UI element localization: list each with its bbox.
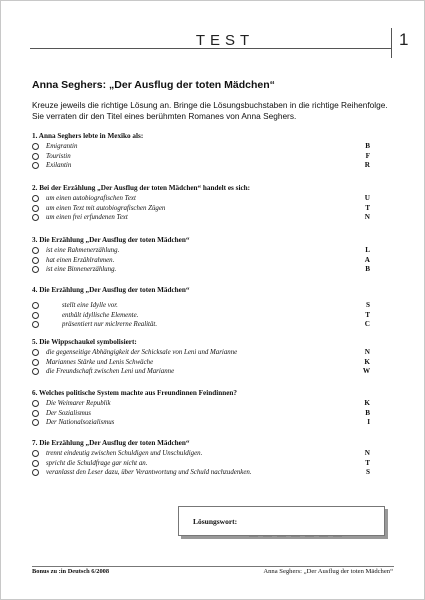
option-letter: B bbox=[365, 408, 370, 417]
option-letter: T bbox=[365, 310, 370, 319]
option-letter: N bbox=[364, 449, 370, 457]
option-letter: L bbox=[365, 246, 370, 254]
option-letter: R bbox=[364, 161, 370, 170]
answer-option[interactable] bbox=[32, 399, 370, 409]
letter-blank[interactable] bbox=[263, 536, 272, 537]
option-text: Emigrantin bbox=[46, 143, 78, 150]
page-header-title: TEST bbox=[195, 32, 255, 49]
question-6 bbox=[32, 388, 370, 428]
answer-option[interactable] bbox=[32, 320, 370, 330]
solution-word-label: Lösungswort: bbox=[193, 517, 238, 526]
solution-word-input[interactable] bbox=[249, 524, 347, 542]
radio-circle-icon[interactable] bbox=[32, 410, 39, 417]
question-title: 1. Anna Seghers lebte in Mexiko als: bbox=[32, 132, 144, 140]
answer-option[interactable] bbox=[32, 449, 370, 459]
question-7 bbox=[32, 438, 370, 478]
instruction-line: Kreuze jeweils die richtige Lösung an. Bringe die Lösungsbuchstaben in die richtige Reihenfolge. bbox=[32, 100, 388, 110]
question-3 bbox=[32, 235, 370, 275]
option-text: ist eine Rahmenerzählung. bbox=[46, 247, 120, 254]
option-letter: K bbox=[364, 399, 370, 407]
question-5 bbox=[32, 337, 370, 377]
option-text: präsentiert nur miclrerne Realität. bbox=[62, 321, 158, 329]
option-text: trennt eindeutig zwischen Schuldigen und Unschuldigen. bbox=[46, 450, 203, 457]
answer-option[interactable] bbox=[32, 358, 370, 368]
answer-option[interactable] bbox=[32, 204, 370, 214]
radio-circle-icon[interactable] bbox=[32, 302, 39, 309]
letter-blank[interactable] bbox=[291, 536, 300, 537]
question-4 bbox=[32, 285, 370, 330]
radio-circle-icon[interactable] bbox=[32, 321, 39, 328]
answer-option[interactable] bbox=[32, 301, 370, 311]
answer-option[interactable] bbox=[32, 459, 370, 469]
answer-option[interactable] bbox=[32, 409, 370, 419]
option-letter: N bbox=[364, 348, 370, 356]
letter-blank[interactable] bbox=[249, 536, 258, 537]
answer-option[interactable] bbox=[32, 152, 370, 162]
radio-circle-icon[interactable] bbox=[32, 450, 39, 457]
answer-option[interactable] bbox=[32, 246, 370, 256]
option-text: um einen Text mit autobiografischen Zügen bbox=[46, 204, 166, 212]
option-letter: C bbox=[364, 320, 370, 329]
page-number: 1 bbox=[399, 30, 409, 49]
instructions bbox=[32, 100, 402, 122]
option-letter: K bbox=[364, 357, 370, 366]
answer-option[interactable] bbox=[32, 142, 370, 152]
answer-option[interactable] bbox=[32, 256, 370, 266]
footer-source: Bonus zu :in Deutsch 6/2008 bbox=[32, 568, 110, 575]
radio-circle-icon[interactable] bbox=[32, 359, 39, 366]
option-text: stellt eine Idylle vor. bbox=[62, 302, 118, 309]
radio-circle-icon[interactable] bbox=[32, 195, 39, 202]
option-text: Die Weimarer Republik bbox=[46, 400, 111, 407]
radio-circle-icon[interactable] bbox=[32, 460, 39, 467]
option-letter: T bbox=[365, 203, 370, 212]
option-text: um einen autobiografischen Text bbox=[46, 195, 136, 202]
radio-circle-icon[interactable] bbox=[32, 469, 39, 476]
option-letter: B bbox=[365, 265, 370, 274]
option-letter: A bbox=[364, 255, 370, 264]
answer-option[interactable] bbox=[32, 161, 370, 171]
question-title: 7. Die Erzählung „Der Ausflug der toten Mädchen“ bbox=[32, 439, 190, 447]
option-letter: W bbox=[362, 367, 370, 376]
radio-circle-icon[interactable] bbox=[32, 257, 39, 264]
option-letter: S bbox=[366, 301, 370, 309]
solution-word-box bbox=[178, 506, 385, 536]
answer-option[interactable] bbox=[32, 311, 370, 321]
answer-option[interactable] bbox=[32, 348, 370, 358]
option-text: hat einen Erzählrahmen. bbox=[46, 256, 115, 264]
answer-option[interactable] bbox=[32, 213, 370, 223]
option-text: Der Sozialismus bbox=[46, 409, 91, 417]
footer-title: Anna Seghers: „Der Ausflug der toten Mädchen“ bbox=[263, 568, 393, 575]
option-letter: U bbox=[364, 194, 370, 202]
option-text: enthält idyllische Elemente. bbox=[62, 311, 139, 319]
radio-circle-icon[interactable] bbox=[32, 419, 39, 426]
radio-circle-icon[interactable] bbox=[32, 205, 39, 212]
option-text: Mariannes Stärke und Lenis Schwäche bbox=[46, 358, 154, 366]
option-letter: T bbox=[365, 458, 370, 467]
option-text: um einen frei erfundenen Text bbox=[46, 214, 128, 222]
radio-circle-icon[interactable] bbox=[32, 153, 39, 160]
question-title: 4. Die Erzählung „Der Ausflug der toten Mädchen“ bbox=[32, 286, 190, 294]
document-title: Anna Seghers: „Der Ausflug der toten Mädchen“ bbox=[32, 79, 275, 91]
option-text: Touristin bbox=[46, 152, 71, 160]
answer-option[interactable] bbox=[32, 265, 370, 275]
radio-circle-icon[interactable] bbox=[32, 312, 39, 319]
answer-option[interactable] bbox=[32, 418, 370, 428]
option-letter: B bbox=[365, 142, 370, 150]
radio-circle-icon[interactable] bbox=[32, 368, 39, 375]
radio-circle-icon[interactable] bbox=[32, 162, 39, 169]
question-title: 3. Die Erzählung „Der Ausflug der toten Mädchen“ bbox=[32, 236, 190, 244]
question-title: 6. Welches politische System machte aus Freundinnen Feindinnen? bbox=[32, 389, 237, 397]
header-divider bbox=[391, 28, 392, 58]
letter-blank[interactable] bbox=[319, 536, 328, 537]
radio-circle-icon[interactable] bbox=[32, 214, 39, 221]
radio-circle-icon[interactable] bbox=[32, 247, 39, 254]
option-text: ist eine Binnenerzählung. bbox=[46, 266, 117, 274]
radio-circle-icon[interactable] bbox=[32, 266, 39, 273]
option-text: die Freundschaft zwischen Leni und Marianne bbox=[46, 368, 175, 376]
option-text: die gegenseitige Abhängigkeit der Schicksale von Leni und Marianne bbox=[46, 349, 238, 356]
option-letter: I bbox=[367, 418, 370, 427]
question-1 bbox=[32, 131, 370, 171]
option-letter: N bbox=[364, 213, 370, 222]
option-letter: F bbox=[365, 151, 370, 160]
option-text: veranlasst den Leser dazu, über Verantwortung und Schuld nachzudenken. bbox=[46, 469, 252, 477]
radio-circle-icon[interactable] bbox=[32, 400, 39, 407]
question-title: 5. Die Wippschaukel symbolisiert: bbox=[32, 338, 137, 346]
instruction-line: Sie verraten dir den Titel eines berühmten Romanes von Anna Seghers. bbox=[32, 111, 297, 121]
radio-circle-icon[interactable] bbox=[32, 143, 39, 150]
option-text: spricht die Schuldfrage gar nicht an. bbox=[46, 459, 148, 467]
answer-option[interactable] bbox=[32, 194, 370, 204]
answer-option[interactable] bbox=[32, 468, 370, 478]
option-letter: S bbox=[366, 468, 370, 477]
footer-rule bbox=[32, 566, 394, 567]
radio-circle-icon[interactable] bbox=[32, 349, 39, 356]
answer-option[interactable] bbox=[32, 367, 370, 377]
option-text: Der Nationalsozialismus bbox=[46, 419, 115, 427]
letter-blank[interactable] bbox=[333, 536, 342, 537]
option-text: Exilantin bbox=[46, 162, 72, 170]
question-2 bbox=[32, 183, 370, 223]
letter-blank[interactable] bbox=[305, 536, 314, 537]
letter-blank[interactable] bbox=[277, 536, 286, 537]
question-title: 2. Bei der Erzählung „Der Ausflug der toten Mädchen“ handelt es sich: bbox=[32, 184, 251, 192]
